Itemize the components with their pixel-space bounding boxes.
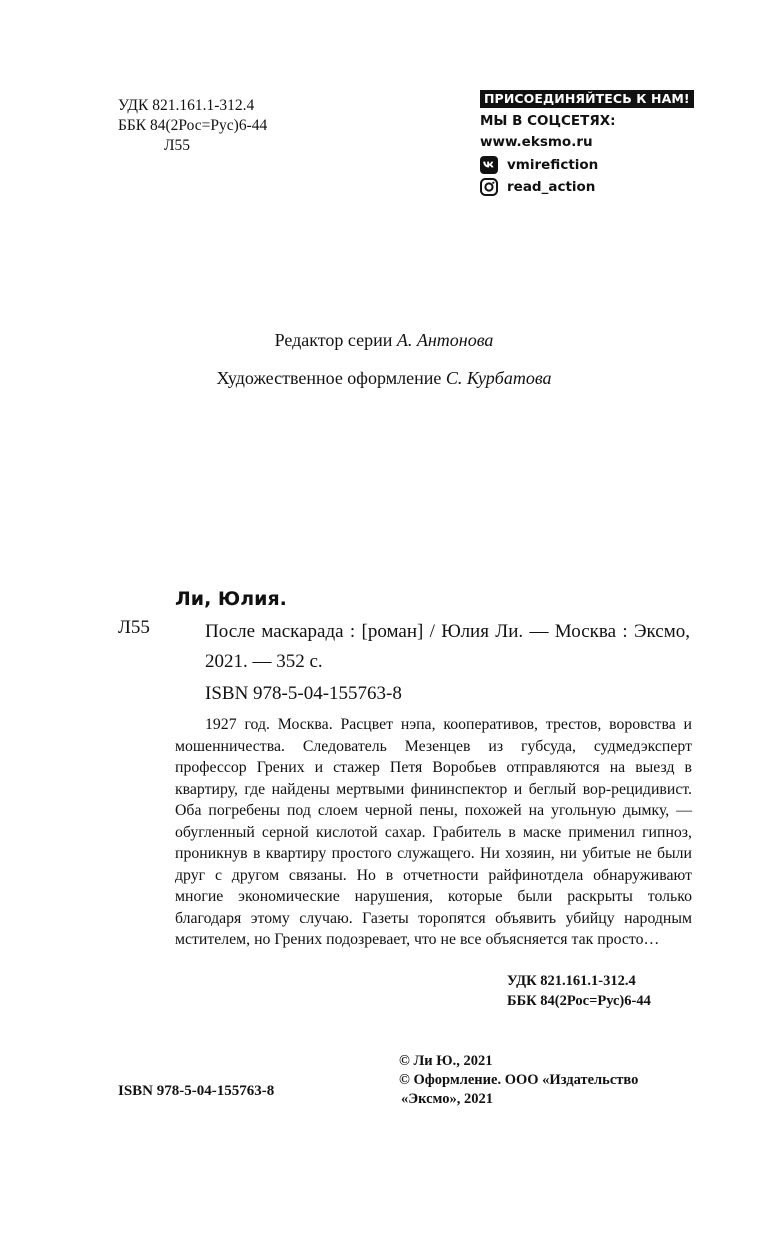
entry-author-mark: Л55 xyxy=(118,617,150,638)
series-editor-label: Редактор серии xyxy=(274,330,393,350)
udk-code: УДК 821.161.1-312.4 xyxy=(118,97,255,114)
copyright-block xyxy=(399,1052,638,1109)
classification-codes-bottom xyxy=(507,971,651,1011)
author-heading: Ли, Юлия. xyxy=(175,588,287,610)
bibliographic-description: После маскарада : [роман] / Юлия Ли. — Москва : Эксмо, 2021. — 352 с. xyxy=(205,621,690,672)
social-block xyxy=(480,90,694,196)
series-editor-name: А. Антонова xyxy=(396,330,494,350)
series-editor-credit xyxy=(0,330,768,351)
design-credit xyxy=(0,368,768,389)
designer-name: С. Курбатова xyxy=(445,368,552,388)
vk-row[interactable] xyxy=(480,156,694,174)
website-link[interactable]: www.eksmo.ru xyxy=(480,134,593,150)
instagram-icon xyxy=(480,178,498,196)
isbn-line: ISBN 978-5-04-155763-8 xyxy=(205,683,402,704)
design-label: Художественное оформление xyxy=(216,368,442,388)
author-mark: Л55 xyxy=(164,137,191,154)
copyright-design: © Оформление. ООО «Издательство xyxy=(399,1072,639,1088)
copyright-author: © Ли Ю., 2021 xyxy=(399,1053,493,1069)
copyright-design-publisher: «Эксмо», 2021 xyxy=(401,1091,493,1107)
vk-handle: vmirefiction xyxy=(507,157,599,173)
instagram-handle: read_action xyxy=(507,179,596,195)
isbn-footer: ISBN 978-5-04-155763-8 xyxy=(118,1083,275,1099)
join-us-banner: ПРИСОЕДИНЯЙТЕСЬ К НАМ! xyxy=(480,90,694,108)
annotation: 1927 год. Москва. Расцвет нэпа, кооперативов, трестов, воровства и мошенничества. Следователь Мезенцев из губсуда, судмедэксперт профессор Грених и стажер Петя Воробьев отправляются на выезд в квартиру, где найдены мертвыми фининспектор и беглый вор-рецидивист. Оба погребены под слоем черной пены, похожей на угольную дымку, — обугленный серной кислотой сахар. Грабитель в маске применил гипноз, проникнув в квартиру простого служащего. Ни хозяин, ни убитые не были друг с другом связаны. Но в отчетности райфинотдела обнаруживают многие экономические нарушения, которые были раскрыты только благодаря этому случаю. Газеты торопятся объявить убийцу народным мстителем, но Грених подозревает, что не все объясняется так просто… xyxy=(175,716,692,948)
classification-codes xyxy=(118,96,267,156)
udk-code-bottom: УДК 821.161.1-312.4 xyxy=(507,973,636,989)
social-heading: МЫ В СОЦСЕТЯХ: xyxy=(480,113,616,129)
vk-icon xyxy=(480,156,498,174)
instagram-row[interactable] xyxy=(480,178,694,196)
bbk-code-bottom: ББК 84(2Рос=Рус)6-44 xyxy=(507,993,651,1009)
bbk-code: ББК 84(2Рос=Рус)6-44 xyxy=(118,117,268,134)
